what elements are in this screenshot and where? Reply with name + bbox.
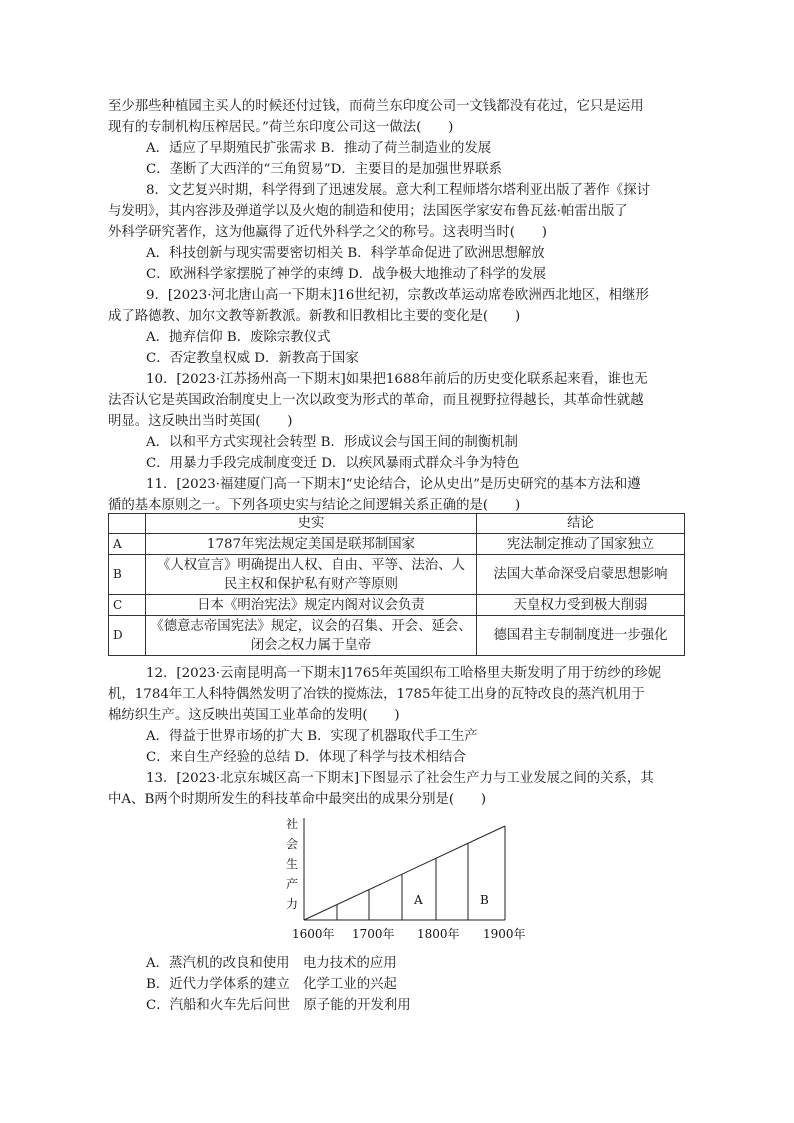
question-line: 中A、B两个时期所发生的科技革命中最突出的成果分别是( ) bbox=[108, 792, 487, 807]
question-line: 棉纺织生产。这反映出英国工业革命的发明( ) bbox=[108, 708, 400, 723]
y-axis-label-char: 力 bbox=[286, 897, 299, 911]
question-line: 明显。这反映出当时英国( ) bbox=[108, 414, 293, 429]
option-line: C．来自生产经验的总结 D．体现了科学与技术相结合 bbox=[146, 750, 466, 765]
question-line: 12．[2023·云南昆明高一下期末]1765年英国织布工哈格里夫斯发明了用于纺纱的珍妮 bbox=[146, 666, 662, 681]
trend-line bbox=[304, 826, 505, 920]
question-line: 法否认它是英国政治制度史上一次以政变为形式的革命，而且视野拉得越长，其革命性就越 bbox=[108, 393, 644, 408]
question-line: 9．[2023·河北唐山高一下期末]16世纪初，宗教改革运动席卷欧洲西北地区，相继形 bbox=[146, 288, 649, 303]
question-line: 11．[2023·福建厦门高一下期末]“史论结合，论从史出”是历史研究的基本方法和遵 bbox=[146, 477, 641, 492]
table-row bbox=[109, 555, 685, 595]
table-header-conclusion: 结论 bbox=[477, 514, 685, 534]
question-line: 成了路德教、加尔文教等新教派。新教和旧教相比主要的变化是( ) bbox=[108, 309, 521, 324]
x-tick-label: 1700年 bbox=[352, 927, 395, 941]
option-line: C．否定教皇权威 D．新教高于国家 bbox=[146, 351, 359, 366]
question-line: 外科学研究著作，这为他赢得了近代外科学之父的称号。这表明当时( ) bbox=[108, 225, 547, 240]
table-header-fact: 史实 bbox=[146, 514, 477, 534]
option-line: A．蒸汽机的改良和使用 电力技术的应用 bbox=[146, 956, 397, 971]
x-tick-label: 1600年 bbox=[292, 927, 335, 941]
row-fact bbox=[146, 534, 477, 555]
question-line: 8．文艺复兴时期，科学得到了迅速发展。意大利工程师塔尔塔利亚出版了著作《探讨 bbox=[146, 183, 650, 198]
row-fact bbox=[146, 595, 477, 616]
table-row bbox=[109, 534, 685, 555]
row-fact-text: 1787年宪法规定美国是联邦制国家 bbox=[206, 536, 416, 552]
option-line: A．以和平方式实现社会转型 B．形成议会与国王间的制衡机制 bbox=[146, 435, 518, 450]
productivity-diagram bbox=[280, 812, 530, 947]
option-line: B．近代力学体系的建立 化学工业的兴起 bbox=[146, 977, 397, 992]
table-corner-cell bbox=[109, 514, 146, 534]
row-key: C bbox=[109, 595, 146, 616]
row-conclusion: 法国大革命深受启蒙思想影响 bbox=[477, 555, 685, 595]
option-line: A．得益于世界市场的扩大 B．实现了机器取代手工生产 bbox=[146, 729, 478, 744]
row-fact-text: 闭会之权力属于皇帝 bbox=[250, 637, 372, 653]
option-line: C．汽船和火车先后问世 原子能的开发利用 bbox=[146, 998, 411, 1013]
option-line: A．科技创新与现实需要密切相关 B．科学革命促进了欧洲思想解放 bbox=[146, 246, 545, 261]
question-line: 10．[2023·江苏扬州高一下期末]如果把1688年前后的历史变化联系起来看，谁也无 bbox=[146, 372, 648, 387]
y-axis-label-char: 社 bbox=[286, 817, 299, 831]
row-conclusion: 天皇权力受到极大削弱 bbox=[477, 595, 685, 616]
row-key: D bbox=[109, 616, 146, 656]
question-line: 13．[2023·北京东城区高一下期末]下图显示了社会生产力与工业发展之间的关系，其 bbox=[146, 771, 654, 786]
option-line: C．垄断了大西洋的“三角贸易”D．主要目的是加强世界联系 bbox=[146, 162, 503, 177]
question-line: 机，1784年工人科特偶然发明了冶铁的搅炼法，1785年徒工出身的瓦特改良的蒸汽机用于 bbox=[108, 687, 645, 702]
row-fact bbox=[146, 555, 477, 595]
question-line: 与发明》，其内容涉及弹道学以及火炮的制造和使用；法国医学家安布鲁瓦兹·帕雷出版了 bbox=[108, 204, 628, 219]
option-line: A．适应了早期殖民扩张需求 B．推动了荷兰制造业的发展 bbox=[146, 141, 492, 156]
x-tick-label: 1900年 bbox=[483, 927, 526, 941]
region-b-label: B bbox=[480, 893, 489, 907]
fact-conclusion-table bbox=[108, 513, 685, 656]
question-line: 循的基本原则之一。下列各项史实与结论之间逻辑关系正确的是( ) bbox=[108, 498, 521, 513]
row-fact-text: 《德意志帝国宪法》规定，议会的召集、开会、延会、 bbox=[150, 618, 472, 634]
row-key: B bbox=[109, 555, 146, 595]
row-fact bbox=[146, 616, 477, 656]
row-conclusion: 德国君主专制制度进一步强化 bbox=[477, 616, 685, 656]
row-fact-text: 日本《明治宪法》规定内阁对议会负责 bbox=[197, 597, 425, 613]
passage-line: 至少那些种植园主买人的时候还付过钱，而荷兰东印度公司一文钱都没有花过，它只是运用 bbox=[108, 99, 644, 114]
y-axis-label-char: 生 bbox=[286, 857, 299, 871]
region-a-label: A bbox=[414, 893, 423, 907]
table-row bbox=[109, 616, 685, 656]
option-line: C．欧洲科学家摆脱了神学的束缚 D．战争极大地推动了科学的发展 bbox=[146, 267, 547, 282]
row-fact-text: 《人权宣言》明确提出人权、自由、平等、法治、人 bbox=[157, 557, 465, 573]
row-key: A bbox=[109, 534, 146, 555]
y-axis-label-char: 会 bbox=[286, 837, 299, 851]
table-header-row bbox=[109, 514, 685, 534]
x-tick-label: 1800年 bbox=[417, 927, 460, 941]
passage-line: 现有的专制机构压榨居民。”荷兰东印度公司这一做法( ) bbox=[108, 120, 454, 135]
row-conclusion: 宪法制定推动了国家独立 bbox=[477, 534, 685, 555]
y-axis-label-char: 产 bbox=[286, 877, 299, 891]
option-line: C．用暴力手段完成制度变迁 D．以疾风暴雨式群众斗争为特色 bbox=[146, 456, 520, 471]
row-fact-text: 民主权和保护私有财产等原则 bbox=[223, 576, 399, 592]
table-row bbox=[109, 595, 685, 616]
option-line: A．抛弃信仰 B．废除宗教仪式 bbox=[146, 330, 331, 345]
